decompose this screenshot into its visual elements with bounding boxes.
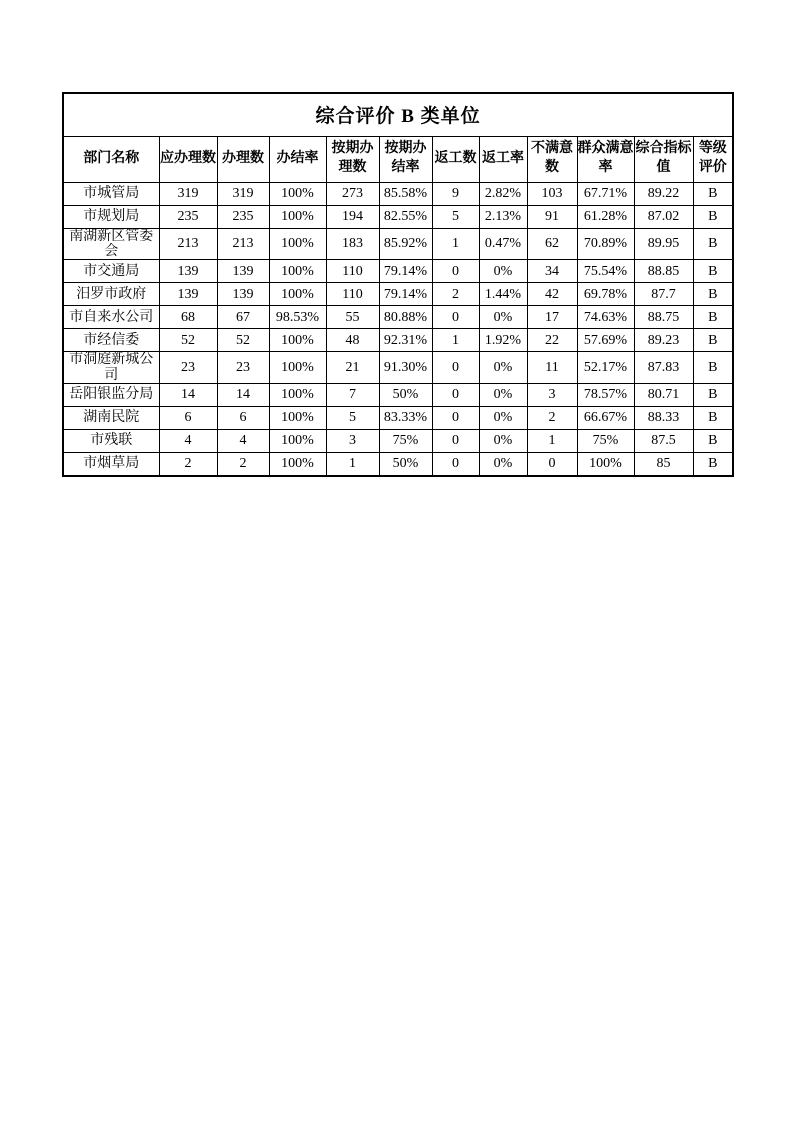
value-cell: 0 [432,306,479,329]
value-cell: 0% [479,260,527,283]
value-cell: B [693,352,733,384]
value-cell: 11 [527,352,577,384]
value-cell: 91.30% [379,352,432,384]
value-cell: 110 [326,283,379,306]
value-cell: 273 [326,182,379,205]
value-cell: 70.89% [577,228,634,260]
value-cell: 62 [527,228,577,260]
value-cell: 7 [326,384,379,407]
column-header: 按期办结率 [379,136,432,182]
value-cell: 6 [217,407,269,430]
value-cell: 0 [432,453,479,476]
department-name-cell: 岳阳银监分局 [63,384,159,407]
table-row [63,329,733,352]
value-cell: 0 [432,384,479,407]
value-cell: 87.83 [634,352,693,384]
value-cell: 5 [432,205,479,228]
value-cell: B [693,260,733,283]
column-header: 不满意数 [527,136,577,182]
value-cell: 88.85 [634,260,693,283]
value-cell: 100% [269,205,326,228]
value-cell: 213 [217,228,269,260]
value-cell: 103 [527,182,577,205]
column-header: 部门名称 [63,136,159,182]
evaluation-table [62,92,734,477]
table-row [63,306,733,329]
value-cell: B [693,430,733,453]
value-cell: 75% [379,430,432,453]
value-cell: 22 [527,329,577,352]
value-cell: 17 [527,306,577,329]
title-row [63,93,733,136]
value-cell: 50% [379,453,432,476]
value-cell: 98.53% [269,306,326,329]
value-cell: B [693,283,733,306]
department-name-cell: 市经信委 [63,329,159,352]
column-header: 综合指标值 [634,136,693,182]
value-cell: 23 [217,352,269,384]
value-cell: 139 [159,283,217,306]
value-cell: 0 [432,260,479,283]
department-name-cell: 南湖新区管委会 [63,228,159,260]
value-cell: 100% [269,283,326,306]
value-cell: 100% [269,453,326,476]
value-cell: 235 [159,205,217,228]
department-name-cell: 市烟草局 [63,453,159,476]
value-cell: 80.88% [379,306,432,329]
value-cell: 1 [432,329,479,352]
value-cell: 78.57% [577,384,634,407]
value-cell: 3 [527,384,577,407]
value-cell: 1.44% [479,283,527,306]
value-cell: 4 [159,430,217,453]
value-cell: 74.63% [577,306,634,329]
value-cell: 61.28% [577,205,634,228]
column-header: 群众满意率 [577,136,634,182]
value-cell: 0% [479,384,527,407]
value-cell: 67 [217,306,269,329]
value-cell: 194 [326,205,379,228]
value-cell: 4 [217,430,269,453]
department-name-cell: 湖南民院 [63,407,159,430]
value-cell: 2 [432,283,479,306]
value-cell: 85.92% [379,228,432,260]
table-row [63,205,733,228]
value-cell: 100% [577,453,634,476]
value-cell: 100% [269,329,326,352]
value-cell: 139 [217,283,269,306]
value-cell: 0% [479,352,527,384]
table-row [63,182,733,205]
department-name-cell: 市洞庭新城公司 [63,352,159,384]
value-cell: B [693,407,733,430]
value-cell: 100% [269,228,326,260]
value-cell: 14 [217,384,269,407]
column-header: 办理数 [217,136,269,182]
value-cell: 89.23 [634,329,693,352]
column-header: 返工率 [479,136,527,182]
value-cell: 85 [634,453,693,476]
value-cell: 9 [432,182,479,205]
value-cell: 89.22 [634,182,693,205]
value-cell: 110 [326,260,379,283]
table-row [63,453,733,476]
value-cell: 183 [326,228,379,260]
column-header: 办结率 [269,136,326,182]
value-cell: 69.78% [577,283,634,306]
value-cell: 0% [479,306,527,329]
table-row [63,228,733,260]
value-cell: 87.02 [634,205,693,228]
table-row [63,260,733,283]
value-cell: 89.95 [634,228,693,260]
value-cell: 88.75 [634,306,693,329]
value-cell: 1 [527,430,577,453]
value-cell: 6 [159,407,217,430]
value-cell: 85.58% [379,182,432,205]
value-cell: 57.69% [577,329,634,352]
department-name-cell: 汨罗市政府 [63,283,159,306]
value-cell: 92.31% [379,329,432,352]
value-cell: 52 [159,329,217,352]
department-name-cell: 市规划局 [63,205,159,228]
department-name-cell: 市残联 [63,430,159,453]
value-cell: 2 [527,407,577,430]
value-cell: 83.33% [379,407,432,430]
table-body [63,182,733,476]
value-cell: B [693,329,733,352]
value-cell: 319 [217,182,269,205]
value-cell: 0 [527,453,577,476]
value-cell: 91 [527,205,577,228]
value-cell: 1 [326,453,379,476]
value-cell: B [693,453,733,476]
value-cell: 100% [269,352,326,384]
value-cell: 48 [326,329,379,352]
value-cell: 82.55% [379,205,432,228]
value-cell: B [693,306,733,329]
value-cell: 213 [159,228,217,260]
value-cell: 235 [217,205,269,228]
value-cell: 319 [159,182,217,205]
value-cell: 14 [159,384,217,407]
value-cell: 66.67% [577,407,634,430]
table-row [63,430,733,453]
value-cell: 42 [527,283,577,306]
value-cell: 100% [269,430,326,453]
value-cell: 2.13% [479,205,527,228]
value-cell: 100% [269,407,326,430]
header-row [63,136,733,182]
value-cell: 87.7 [634,283,693,306]
value-cell: 2 [159,453,217,476]
value-cell: 139 [217,260,269,283]
value-cell: B [693,228,733,260]
column-header: 返工数 [432,136,479,182]
value-cell: 50% [379,384,432,407]
value-cell: 2.82% [479,182,527,205]
value-cell: 0.47% [479,228,527,260]
value-cell: 21 [326,352,379,384]
table-row [63,283,733,306]
value-cell: 100% [269,260,326,283]
value-cell: 0 [432,407,479,430]
value-cell: 52 [217,329,269,352]
value-cell: 88.33 [634,407,693,430]
value-cell: 79.14% [379,283,432,306]
column-header: 等级评价 [693,136,733,182]
value-cell: 1 [432,228,479,260]
department-name-cell: 市交通局 [63,260,159,283]
value-cell: 139 [159,260,217,283]
value-cell: 80.71 [634,384,693,407]
value-cell: 1.92% [479,329,527,352]
value-cell: B [693,182,733,205]
value-cell: 87.5 [634,430,693,453]
value-cell: 68 [159,306,217,329]
table-row [63,384,733,407]
value-cell: 23 [159,352,217,384]
value-cell: 0% [479,453,527,476]
value-cell: 5 [326,407,379,430]
value-cell: 3 [326,430,379,453]
department-name-cell: 市自来水公司 [63,306,159,329]
value-cell: 75.54% [577,260,634,283]
value-cell: 0 [432,430,479,453]
value-cell: 2 [217,453,269,476]
table-row [63,407,733,430]
column-header: 按期办理数 [326,136,379,182]
value-cell: 79.14% [379,260,432,283]
column-header: 应办理数 [159,136,217,182]
value-cell: B [693,205,733,228]
table-title: 综合评价 B 类单位 [63,93,733,136]
value-cell: 100% [269,182,326,205]
value-cell: 0% [479,407,527,430]
value-cell: 34 [527,260,577,283]
value-cell: 100% [269,384,326,407]
value-cell: 52.17% [577,352,634,384]
value-cell: 0 [432,352,479,384]
value-cell: 0% [479,430,527,453]
department-name-cell: 市城管局 [63,182,159,205]
value-cell: 55 [326,306,379,329]
table-row [63,352,733,384]
value-cell: 75% [577,430,634,453]
value-cell: B [693,384,733,407]
value-cell: 67.71% [577,182,634,205]
